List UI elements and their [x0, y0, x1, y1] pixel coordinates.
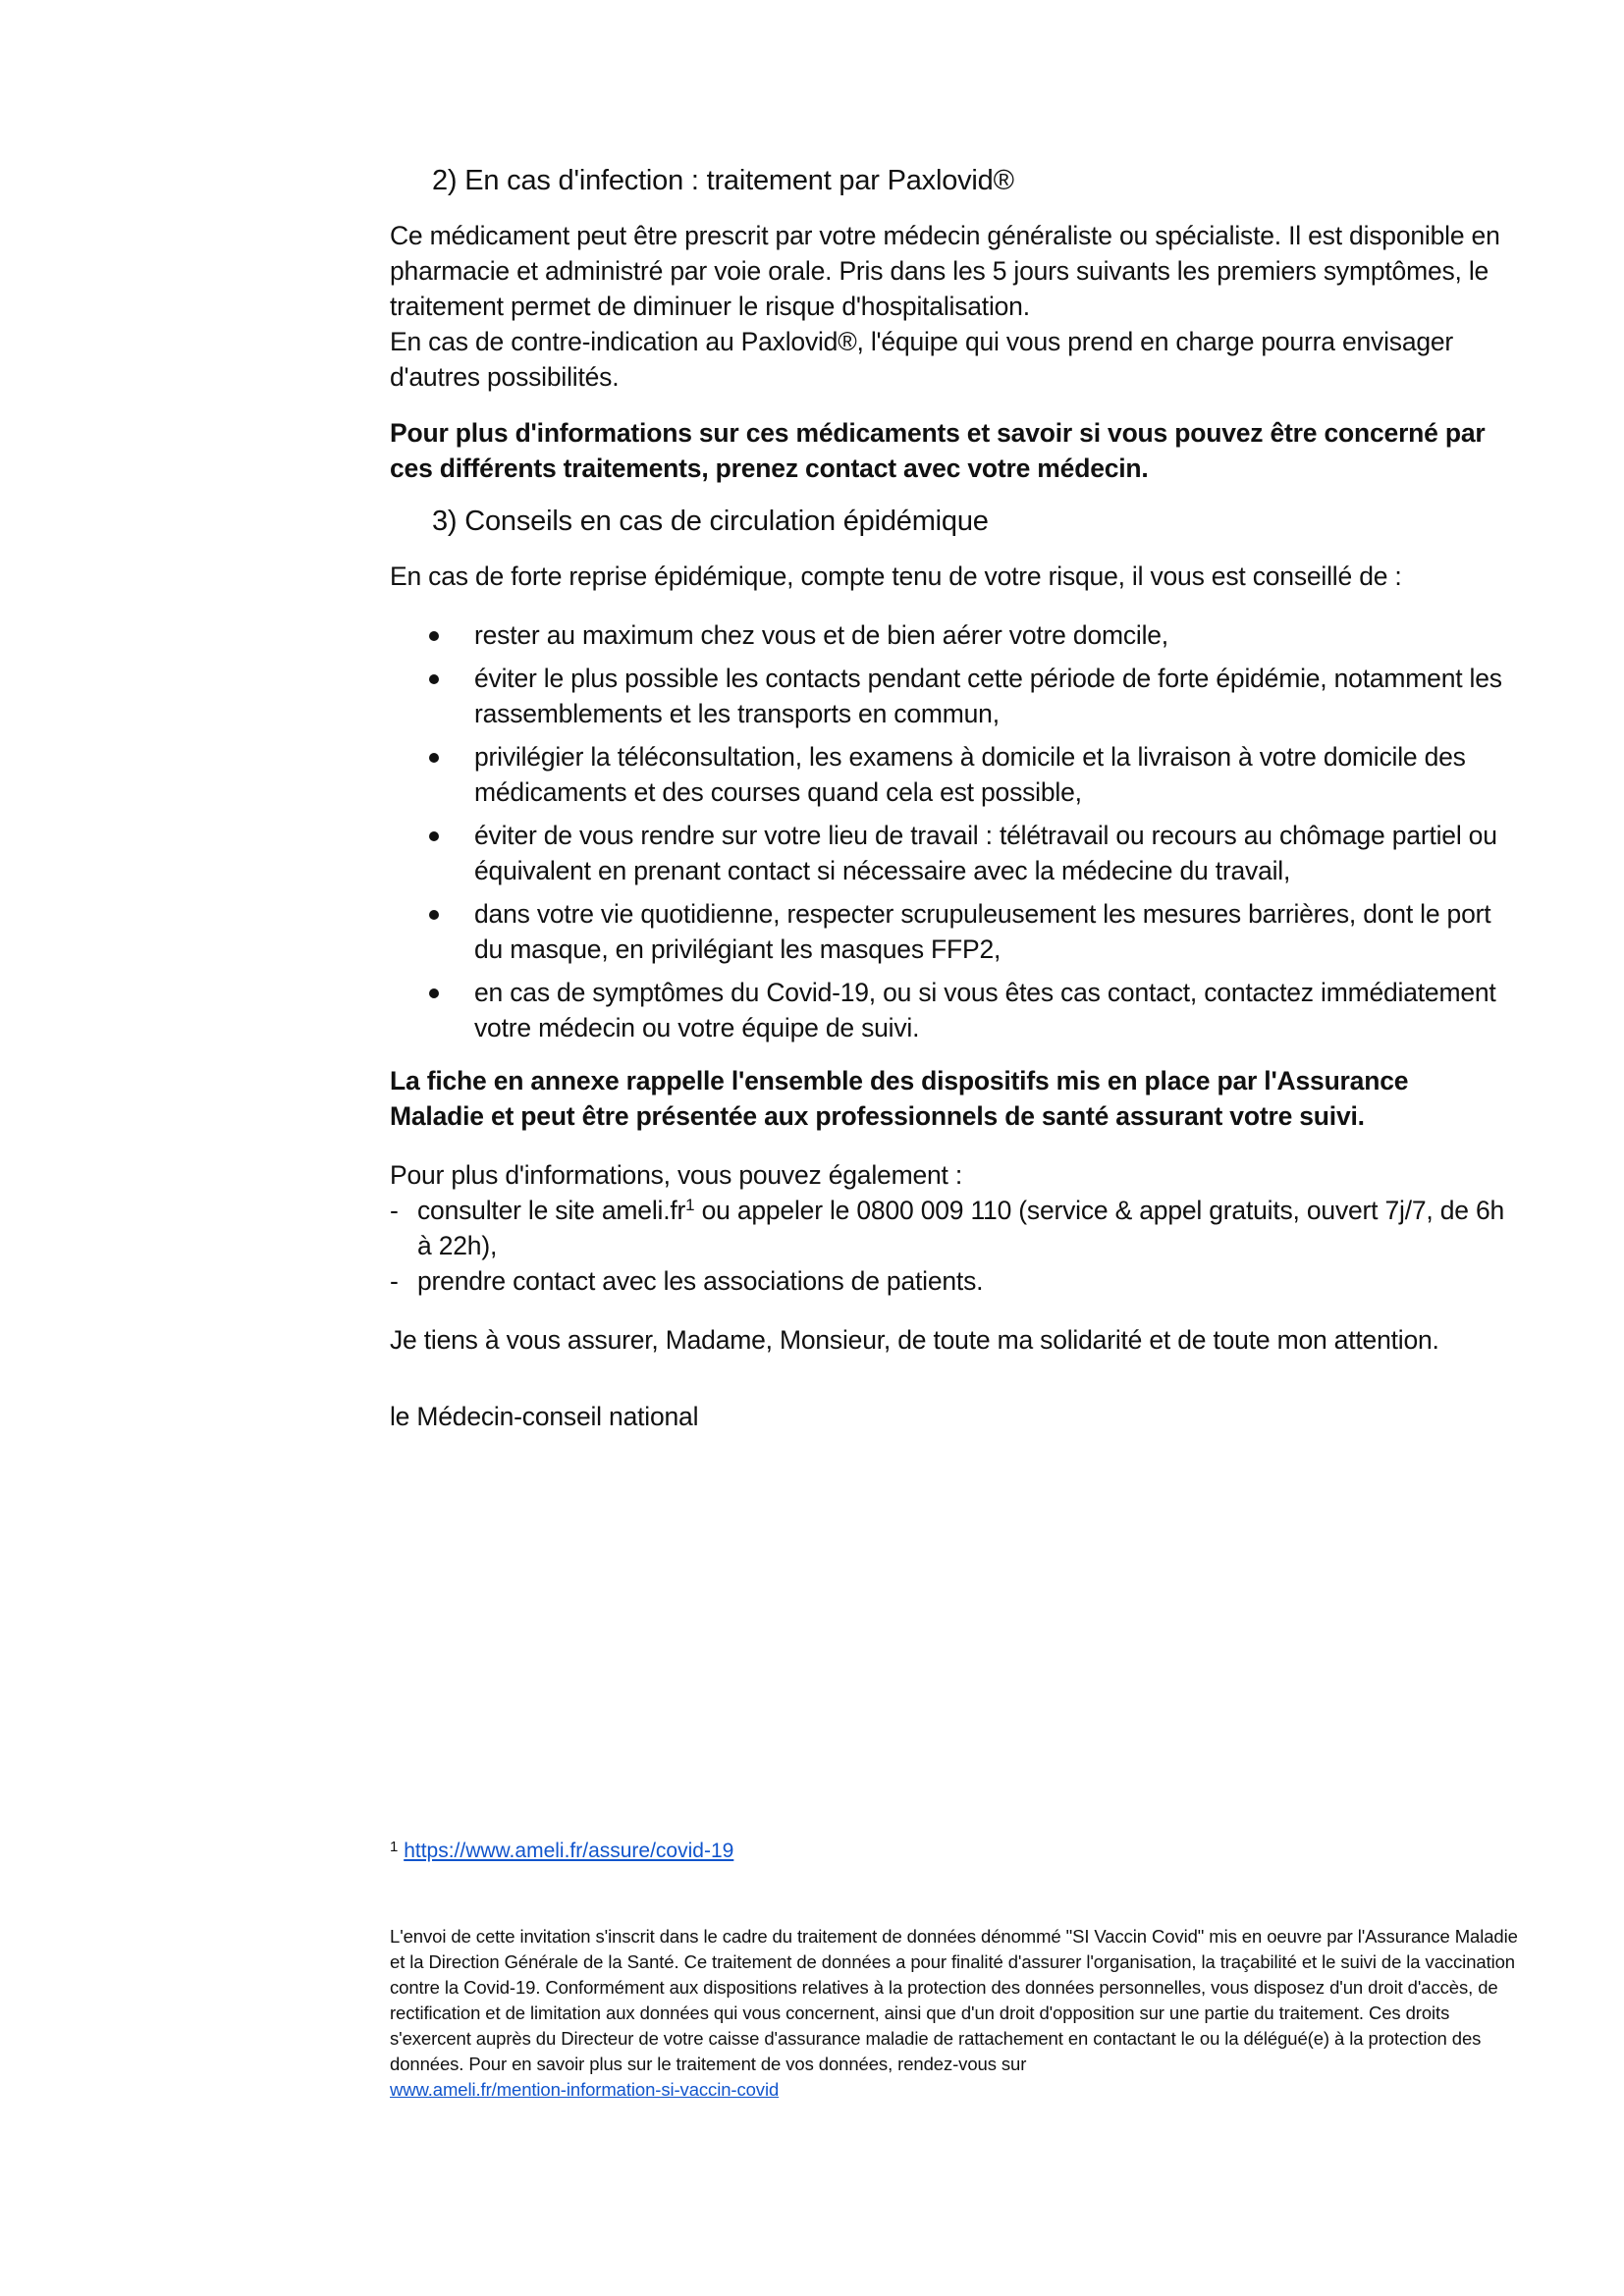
section-3-bold-note: La fiche en annexe rappelle l'ensemble des dispositifs mis en place par l'Assurance Maladie et peut être présentée aux professionnels de santé assurant votre suivi.	[390, 1066, 1409, 1131]
more-info-intro: Pour plus d'informations, vous pouvez également :	[390, 1160, 963, 1190]
more-info-list	[390, 1193, 1509, 1299]
section-3-heading: 3) Conseils en cas de circulation épidémique	[432, 506, 989, 537]
advice-item: éviter de vous rendre sur votre lieu de travail : télétravail ou recours au chômage partiel ou équivalent en prenant contact si nécessaire avec la médecine du travail,	[390, 818, 1509, 888]
legal-text: L'envoi de cette invitation s'inscrit dans le cadre du traitement de données dénommé "SI Vaccin Covid" mis en oeuvre par l'Assurance Maladie et la Direction Générale de la Santé. Ce traitement de données a pour finalité d'assurer l'organisation, la traçabilité et le suivi de la vaccination contre la Covid-19. Conformément aux dispositions relatives à la protection des données personnelles, vous disposez d'un droit d'accès, de rectification et de limitation aux données qui vous concernent, ainsi que d'un droit d'opposition sur une partie du traitement. Ces droits s'exercent auprès du Directeur de votre caisse d'assurance maladie de rattachement en contactant le ou la délégué(e) à la protection des données. Pour en savoir plus sur le traitement de vos données, rendez-vous sur	[390, 1926, 1518, 2074]
bullet-icon	[429, 988, 439, 998]
advice-item: dans votre vie quotidienne, respecter scrupuleusement les mesures barrières, dont le port du masque, en privilégiant les masques FFP2,	[390, 896, 1509, 967]
advice-item: éviter le plus possible les contacts pendant cette période de forte épidémie, notamment les rassemblements et les transports en commun,	[390, 661, 1509, 731]
footnote-reference: 1	[685, 1196, 695, 1214]
section-2-paragraph-1: Ce médicament peut être prescrit par votre médecin généraliste ou spécialiste. Il est disponible en pharmacie et administré par voie orale. Pris dans les 5 jours suivants les premiers symptômes, le traitement permet de diminuer le risque d'hospitalisation.	[390, 221, 1500, 321]
legal-notice	[390, 1924, 1529, 2103]
footnote-link[interactable]: https://www.ameli.fr/assure/covid-19	[404, 1840, 734, 1862]
section-2-bold-note: Pour plus d'informations sur ces médicaments et savoir si vous pouvez être concerné par ces différents traitements, prenez contact avec votre médecin.	[390, 418, 1486, 483]
footnote-number: 1	[390, 1839, 399, 1855]
section-2-heading: 2) En cas d'infection : traitement par Paxlovid®	[432, 165, 1014, 196]
bullet-icon	[429, 674, 439, 684]
closing-sentence: Je tiens à vous assurer, Madame, Monsieur, de toute ma solidarité et de toute mon attention.	[390, 1325, 1439, 1355]
more-info-item: - prendre contact avec les associations de patients.	[390, 1263, 1509, 1299]
dash-marker: -	[390, 1196, 399, 1225]
section-2-paragraph-2: En cas de contre-indication au Paxlovid®, l'équipe qui vous prend en charge pourra envisager d'autres possibilités.	[390, 327, 1454, 392]
bullet-icon	[429, 831, 439, 841]
dash-marker: -	[390, 1266, 399, 1296]
signature: le Médecin-conseil national	[390, 1402, 699, 1431]
more-info-item: - consulter le site ameli.fr$^1$ ou appeler le 0800 009 110 (service & appel gratuits, ouvert 7j/7, de 6h à 22h),	[390, 1193, 1509, 1263]
advice-list	[390, 617, 1509, 1045]
advice-item: en cas de symptômes du Covid-19, ou si vous êtes cas contact, contactez immédiatement votre médecin ou votre équipe de suivi.	[390, 975, 1509, 1045]
bullet-icon	[429, 910, 439, 920]
section-3-intro: En cas de forte reprise épidémique, compte tenu de votre risque, il vous est conseillé de :	[390, 561, 1402, 591]
advice-item: privilégier la téléconsultation, les examens à domicile et la livraison à votre domicile des médicaments et des courses quand cela est possible,	[390, 739, 1509, 810]
bullet-icon	[429, 753, 439, 763]
footnote	[390, 1839, 733, 1864]
letter-body	[390, 162, 1509, 1434]
advice-item: rester au maximum chez vous et de bien aérer votre domcile,	[390, 617, 1509, 653]
bullet-icon	[429, 631, 439, 641]
legal-notice-link[interactable]: www.ameli.fr/mention-information-si-vaccin-covid	[390, 2079, 780, 2100]
